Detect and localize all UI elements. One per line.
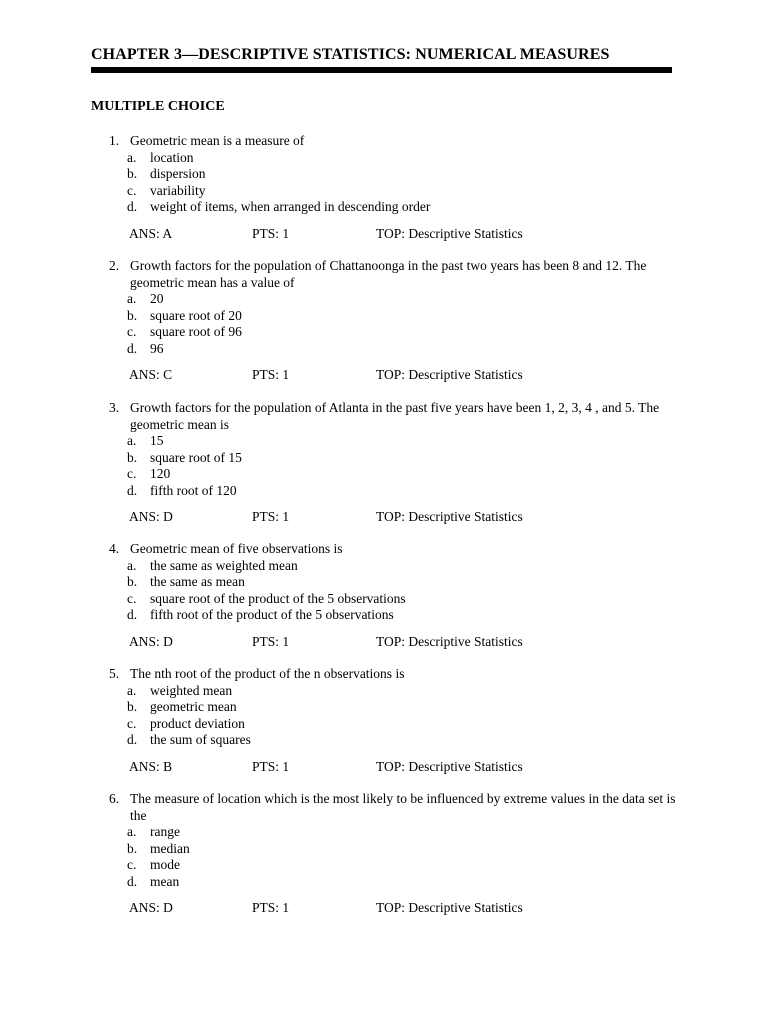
option-d [109,732,689,749]
option-a [109,683,689,700]
option-c [109,324,689,341]
question-number: 3. [109,400,120,415]
option-text: dispersion [150,166,206,181]
question-2 [109,258,689,384]
option-text: product deviation [150,715,245,731]
option-letter: b. [127,574,138,589]
option-b [109,841,689,858]
answer-key: ANS: D [129,900,173,915]
option-letter: c. [127,715,137,731]
answer-meta [109,900,689,917]
option-text: geometric mean [150,699,237,714]
option-text: median [150,840,190,856]
topic: TOP: Descriptive Statistics [376,225,523,241]
answer-key: ANS: D [129,509,173,524]
chapter-title: CHAPTER 3—DESCRIPTIVE STATISTICS: NUMERICAL MEASURES [91,46,610,63]
option-letter: d. [127,482,138,498]
option-c [109,716,689,733]
answer-meta [109,759,689,776]
answer-key: ANS: C [129,367,173,382]
option-a [109,291,689,308]
question-text: The measure of location which is the most likely to be influenced by extreme values in the data set is the [130,791,676,823]
option-b [109,699,689,716]
option-letter: b. [127,449,138,465]
question-4 [109,541,689,651]
option-text: weight of items, when arranged in descending order [150,199,431,214]
question-text: Growth factors for the population of Atlanta in the past five years have been 1, 2, 3, 4 , and 5. The geometric mean is [130,400,660,432]
question-1 [109,133,689,243]
option-text: 120 [150,466,171,481]
option-d [109,341,689,358]
answer-meta [109,509,689,526]
option-a [109,824,689,841]
option-d [109,199,689,216]
question-stem [109,541,689,558]
question-number: 4. [109,541,120,556]
option-text: square root of 15 [150,449,242,465]
answer-meta [109,367,689,384]
answer-options [109,683,689,749]
option-text: fifth root of the product of the 5 observations [150,607,394,622]
option-letter: a. [127,824,137,839]
option-letter: a. [127,682,137,698]
points: PTS: 1 [252,225,290,241]
topic: TOP: Descriptive Statistics [376,758,523,774]
option-letter: a. [127,291,137,306]
heading-rule [91,67,672,73]
topic: TOP: Descriptive Statistics [376,367,523,382]
option-text: 15 [150,433,164,448]
option-text: variability [150,182,206,198]
option-c [109,466,689,483]
answer-options [109,291,689,357]
question-stem [109,133,689,150]
answer-options [109,558,689,624]
option-text: range [150,824,180,839]
points: PTS: 1 [252,509,290,524]
question-number: 6. [109,791,120,806]
option-text: location [150,149,194,165]
option-a [109,150,689,167]
option-b [109,574,689,591]
points: PTS: 1 [252,633,290,649]
answer-options [109,150,689,216]
option-letter: b. [127,840,138,856]
topic: TOP: Descriptive Statistics [376,900,523,915]
option-text: square root of 96 [150,324,242,339]
option-letter: b. [127,699,138,714]
option-c [109,591,689,608]
question-text: Growth factors for the population of Chattanoonga in the past two years has been 8 and 12. The geometric mean has a value of [130,258,647,290]
answer-options [109,433,689,499]
option-letter: a. [127,433,137,448]
option-letter: c. [127,466,137,481]
option-b [109,308,689,325]
option-text: weighted mean [150,682,233,698]
topic: TOP: Descriptive Statistics [376,509,523,524]
answer-key: ANS: A [129,225,173,241]
option-d [109,874,689,891]
points: PTS: 1 [252,367,290,382]
option-text: the same as mean [150,574,245,589]
option-text: square root of the product of the 5 observations [150,590,406,606]
option-letter: d. [127,732,138,747]
answer-key: ANS: B [129,758,173,774]
question-text: Geometric mean of five observations is [130,541,343,556]
option-text: 96 [150,340,164,356]
option-letter: a. [127,557,137,573]
answer-meta [109,634,689,651]
option-letter: c. [127,857,137,872]
points: PTS: 1 [252,900,290,915]
points: PTS: 1 [252,758,290,774]
option-text: the sum of squares [150,732,251,747]
option-d [109,483,689,500]
option-letter: d. [127,873,138,889]
option-text: mean [150,873,180,889]
option-letter: a. [127,149,137,165]
option-text: square root of 20 [150,307,242,323]
question-number: 1. [109,133,120,148]
topic: TOP: Descriptive Statistics [376,633,523,649]
option-text: the same as weighted mean [150,557,298,573]
answer-options [109,824,689,890]
option-b [109,166,689,183]
question-3 [109,400,689,526]
option-a [109,433,689,450]
question-5 [109,666,689,776]
option-letter: d. [127,199,138,214]
question-number: 5. [109,666,120,681]
option-c [109,857,689,874]
answer-key: ANS: D [129,633,173,649]
option-c [109,183,689,200]
question-6 [109,791,689,917]
option-text: mode [150,857,180,872]
option-letter: c. [127,324,137,339]
option-letter: d. [127,340,138,356]
option-b [109,450,689,467]
answer-meta [109,226,689,243]
option-letter: b. [127,166,138,181]
question-stem [109,400,689,433]
option-letter: b. [127,307,138,323]
option-d [109,607,689,624]
option-letter: c. [127,182,137,198]
question-stem [109,666,689,683]
question-number: 2. [109,258,120,273]
option-text: fifth root of 120 [150,482,237,498]
option-letter: c. [127,590,137,606]
question-stem [109,258,689,291]
question-stem [109,791,689,824]
section-title: MULTIPLE CHOICE [91,99,225,114]
question-text: Geometric mean is a measure of [130,133,305,148]
option-a [109,558,689,575]
question-text: The nth root of the product of the n observations is [130,666,405,681]
option-letter: d. [127,607,138,622]
option-text: 20 [150,291,164,306]
